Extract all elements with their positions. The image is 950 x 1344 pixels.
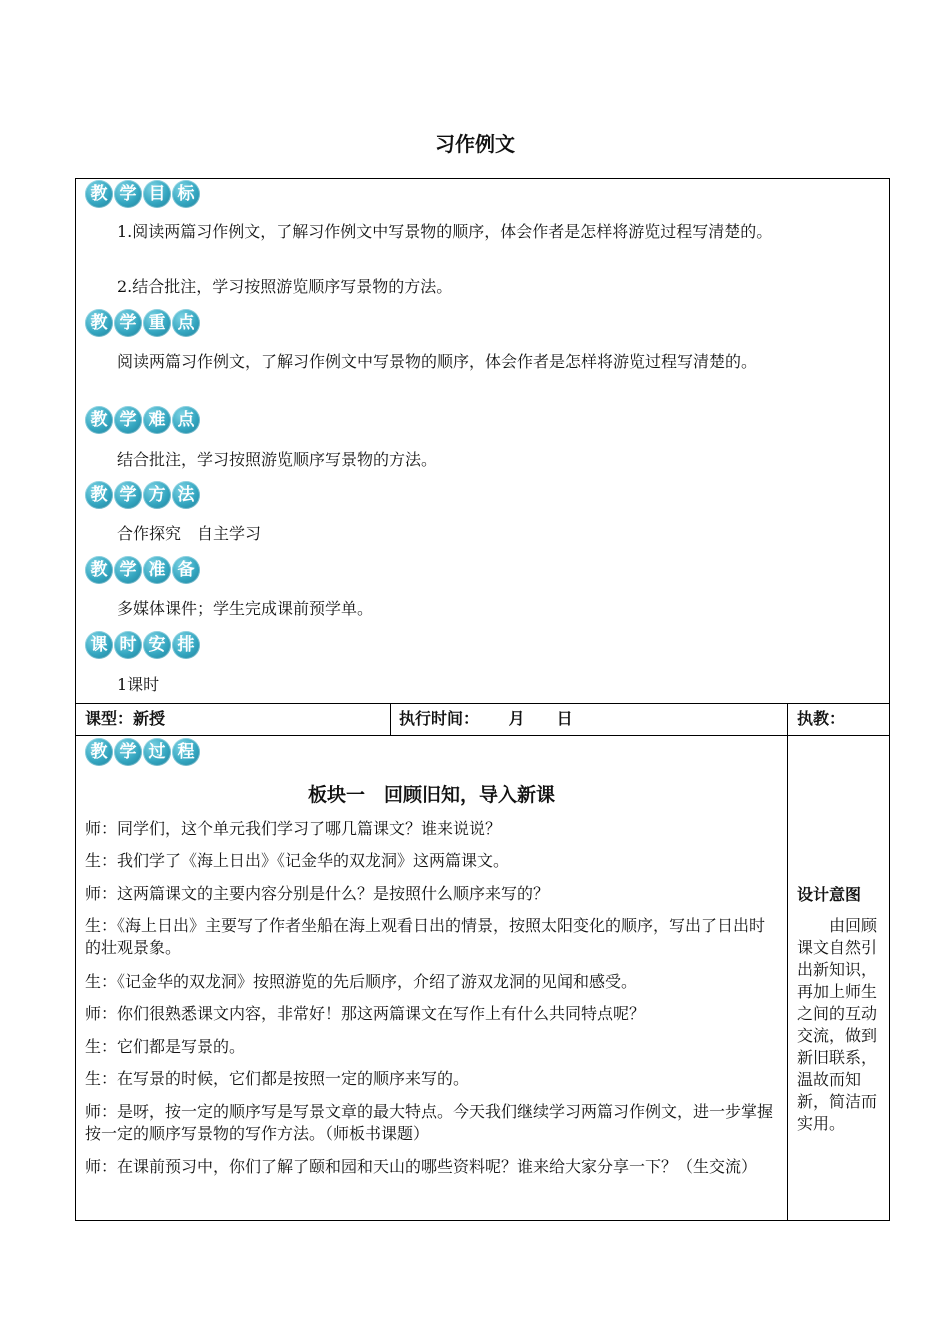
divider (75, 735, 890, 736)
objective-2: 2.结合批注，学习按照游览顺序写景物的方法。 (117, 277, 453, 296)
schedule-text: 1课时 (117, 675, 160, 694)
dialog-line: 师：是呀，按一定的顺序写是写景文章的最大特点。今天我们继续学习两篇习作例文，进一步掌握按一定的顺序写景物的写作方法。（师板书课题） (85, 1102, 774, 1143)
method-text: 合作探究 自主学习 (117, 524, 262, 543)
dialog-line: 生：《海上日出》主要写了作者坐船在海上观看日出的情景，按照太阳变化的顺序，写出了日出时的壮观景象。 (85, 916, 766, 957)
key-point-text: 阅读两篇习作例文，了解习作例文中写景物的顺序，体会作者是怎样将游览过程写清楚的。 (117, 352, 758, 371)
teacher-label: 执教： (797, 709, 846, 728)
divider (75, 703, 890, 704)
design-intent-text: 由回顾课文自然引出新知识，再加上师生之间的互动交流，做到新旧联系，温故而知新，简洁而实用。 (797, 916, 878, 1133)
dialog-line: 生：我们学了《海上日出》《记金华的双龙洞》这两篇课文。 (85, 851, 510, 870)
dialog-line: 师：你们很熟悉课文内容，非常好！那这两篇课文在写作上有什么共同特点呢？ (85, 1004, 646, 1023)
module-title: 板块一 回顾旧知，导入新课 (307, 784, 555, 806)
divider (787, 703, 788, 1221)
dialog-line: 师：这两篇课文的主要内容分别是什么？是按照什么顺序来写的？ (85, 884, 550, 903)
execution-time: 执行时间： 月 日 (399, 709, 573, 728)
section-badge-schedule: 课 时 安 排 (85, 631, 200, 659)
difficulty-text: 结合批注，学习按照游览顺序写景物的方法。 (117, 450, 438, 469)
design-intent-title: 设计意图 (797, 885, 862, 904)
dialog-line: 生：它们都是写景的。 (85, 1037, 246, 1056)
section-badge-process: 教 学 过 程 (85, 738, 200, 766)
lesson-type: 课型：新授 (85, 709, 166, 728)
divider (390, 703, 391, 735)
dialog-line: 师：在课前预习中，你们了解了颐和园和天山的哪些资料呢？谁来给大家分享一下？（生交流） (85, 1157, 758, 1176)
section-badge-objectives: 教 学 目 标 (85, 180, 200, 208)
dialog-line: 生：在写景的时候，它们都是按照一定的顺序来写的。 (85, 1069, 470, 1088)
section-badge-difficulties: 教 学 难 点 (85, 406, 200, 434)
section-badge-preparation: 教 学 准 备 (85, 556, 200, 584)
page-title: 习作例文 (435, 132, 515, 156)
preparation-text: 多媒体课件；学生完成课前预学单。 (117, 599, 374, 618)
dialog-line: 生：《记金华的双龙洞》按照游览的先后顺序，介绍了游双龙洞的见闻和感受。 (85, 972, 638, 991)
section-badge-methods: 教 学 方 法 (85, 481, 200, 509)
objective-1: 1.阅读两篇习作例文，了解习作例文中写景物的顺序，体会作者是怎样将游览过程写清楚的。 (117, 222, 773, 241)
dialog-line: 师：同学们，这个单元我们学习了哪几篇课文？谁来说说？ (85, 819, 502, 838)
section-badge-key-points: 教 学 重 点 (85, 309, 200, 337)
